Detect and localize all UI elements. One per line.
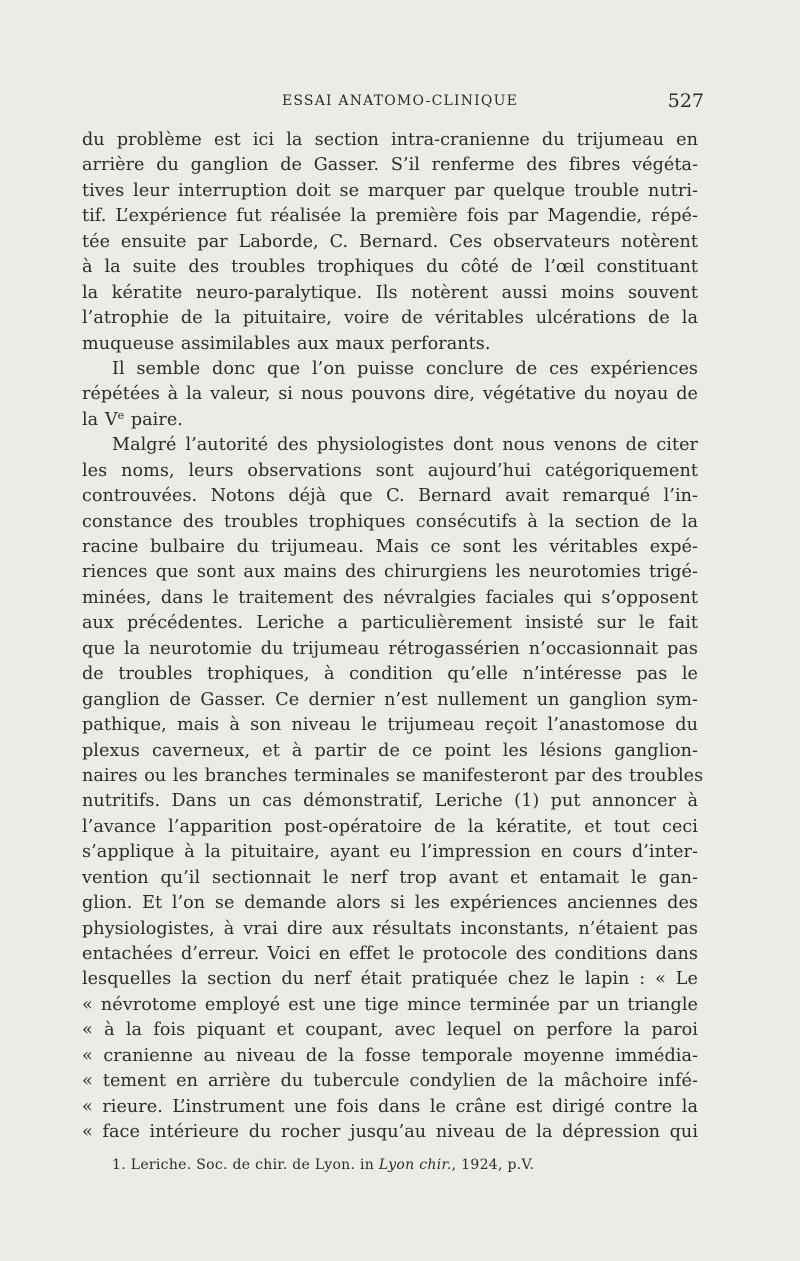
footnote-society: Soc. de chir. de Lyon. in	[196, 1157, 375, 1173]
text-line: l’avance l’apparition post-opératoire de la kératite, et tout ceci	[82, 816, 698, 837]
text-line: que la neurotomie du trijumeau rétrogassérien n’occasionnait pas	[82, 638, 698, 659]
text-line: tives leur interruption doit se marquer par quelque trouble nutri-	[82, 180, 698, 201]
footnote-author: Leriche.	[130, 1157, 192, 1173]
footnote-marker: 1.	[112, 1157, 126, 1173]
text-line: muqueuse assimilables aux maux perforants.	[82, 333, 491, 354]
text-line: de troubles trophiques, à condition qu’elle n’intéresse pas le	[82, 664, 698, 685]
text-line: à la suite des troubles trophiques du côté de l’œil constituant	[82, 257, 698, 278]
superscript-e: e	[117, 408, 125, 422]
quote-line: « rieure. L’instrument une fois dans le crâne est dirigé contre la	[82, 1096, 698, 1117]
paire-word: paire.	[124, 409, 183, 430]
text-line: du problème est ici la section intra-cranienne du trijumeau en	[82, 130, 698, 150]
text-line: la kératite neuro-paralytique. Ils notèrent aussi moins souvent	[82, 282, 698, 303]
quote-line: « à la fois piquant et coupant, avec lequel on perfore la paroi	[82, 1020, 698, 1041]
text-line: ganglion de Gasser. Ce dernier n’est nullement un ganglion sym-	[82, 689, 698, 710]
quote-line: « cranienne au niveau de la fosse temporale moyenne immédia-	[82, 1045, 698, 1066]
text-line: plexus caverneux, et à partir de ce point les lésions ganglion-	[82, 740, 698, 761]
text-line: physiologistes, à vrai dire aux résultats inconstants, n’étaient pas	[82, 918, 698, 939]
running-title: ESSAI ANATOMO-CLINIQUE	[281, 93, 519, 109]
text-line: tif. L’expérience fut réalisée la première fois par Magendie, répé-	[82, 206, 698, 227]
text-line: arrière du ganglion de Gasser. S’il renferme des fibres végéta-	[82, 155, 698, 176]
text-line: racine bulbaire du trijumeau. Mais ce sont les véritables expé-	[82, 537, 698, 557]
text-line: l’atrophie de la pituitaire, voire de véritables ulcérations de la	[82, 308, 698, 329]
text-line: nutritifs. Dans un cas démonstratif, Leriche (1) put annoncer à	[82, 791, 698, 812]
text-line: controuvées. Notons déjà que C. Bernard avait remarqué l’in-	[82, 486, 698, 507]
footnote-journal: Lyon chir.	[378, 1157, 452, 1173]
text-line: entachées d’erreur. Voici en effet le protocole des conditions dans	[82, 944, 698, 964]
footnote-page-ref: V.	[521, 1157, 535, 1173]
text-line: les noms, leurs observations sont aujourd’hui catégoriquement	[82, 460, 698, 481]
text-line: constance des troubles trophiques consécutifs à la section de la	[82, 511, 698, 532]
text-line: vention qu’il sectionnait le nerf trop avant et entamait le gan-	[82, 867, 698, 888]
text-line: minées, dans le traitement des névralgies faciales qui s’opposent	[82, 587, 698, 608]
footnote	[112, 1155, 712, 1175]
quote-line: « face intérieure du rocher jusqu’au niveau de la dépression qui	[82, 1122, 698, 1143]
text-line-fifth-pair	[82, 408, 698, 433]
text-line: répétées à la valeur, si nous pouvons dire, végétative du noyau de	[82, 384, 698, 405]
quote-line: « névrotome employé est une tige mince terminée par un triangle	[82, 994, 698, 1015]
text-line: glion. Et l’on se demande alors si les expériences anciennes des	[82, 893, 698, 914]
footnote-year: , 1924, p.	[451, 1157, 522, 1173]
text-line: naires ou les branches terminales se manifesteront par des troubles	[82, 765, 704, 786]
text-line: lesquelles la section du nerf était pratiquée chez le lapin : « Le	[82, 969, 698, 990]
body-text	[82, 128, 704, 1146]
running-head	[0, 90, 800, 112]
page-number: 527	[667, 90, 704, 112]
text-line: Malgré l’autorité des physiologistes dont nous venons de citer	[112, 435, 698, 456]
text-line: tée ensuite par Laborde, C. Bernard. Ces observateurs notèrent	[82, 231, 698, 252]
quote-line: « tement en arrière du tubercule condylien de la mâchoire infé-	[82, 1071, 698, 1092]
text-line: s’applique à la pituitaire, ayant eu l’impression en cours d’inter-	[82, 842, 698, 863]
text-line: aux précédentes. Leriche a particulièrement insisté sur le fait	[82, 613, 698, 634]
text-line: riences que sont aux mains des chirurgiens les neurotomies trigé-	[82, 562, 698, 583]
roman-five: la V	[82, 409, 118, 430]
text-line: Il semble donc que l’on puisse conclure de ces expériences	[112, 358, 698, 379]
text-line: pathique, mais à son niveau le trijumeau reçoit l’anastomose du	[82, 715, 698, 736]
